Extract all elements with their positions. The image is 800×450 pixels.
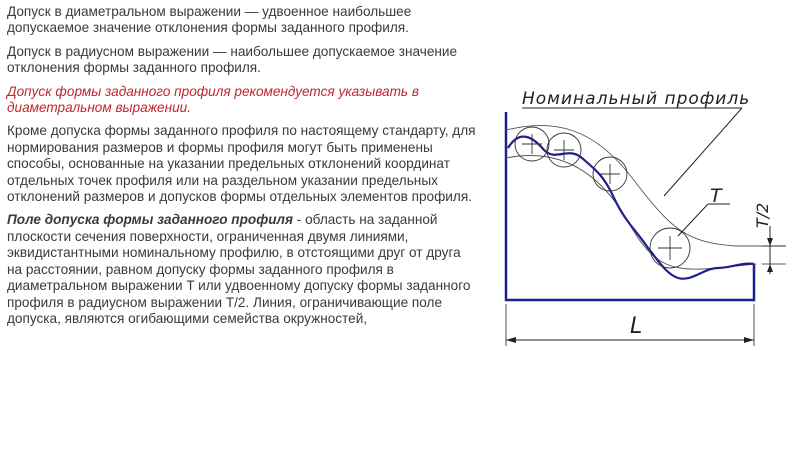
paragraph-other-methods: Кроме допуска формы заданного профиля по настоящему стандарту, для нормирования размеров и формы профиля могут быть применены способы, основанные на указании предельных отклонений координат отдельных точек профиля или на раздельном указании предельных отклонений размеров и допусков формы отдельных элементов профиля. xyxy=(7,123,476,205)
t-label: T xyxy=(710,185,722,207)
term-tolerance-field: Поле допуска формы заданного профиля xyxy=(7,212,293,228)
l-label: L xyxy=(630,314,643,339)
paragraph-recommendation: Допуск формы заданного профиля рекомендуется указывать в диаметральном выражении. xyxy=(7,83,419,116)
label-leader-line xyxy=(664,108,742,196)
t-half-arrow-lower xyxy=(767,264,773,272)
t-half-label: T/2 xyxy=(753,202,772,228)
tolerance-field-definition: - область на заданной плоскости сечения поверхности, ограниченная двумя линиями, эквидистантными номинальному профилю, в отстоящими друг от друга на расстоянии, равном допуску формы заданного профиля в диаметральном выражении T или удвоенному допуску формы заданного профиля в радиусном выражении T/2. Линия, ограничивающие поле допуска, являются огибающими семейства окружностей, xyxy=(7,212,471,326)
paragraph-tolerance-field xyxy=(7,212,477,327)
l-arrow-right xyxy=(744,337,754,343)
profile-drawing xyxy=(486,78,800,350)
t-half-arrow-upper xyxy=(767,238,773,246)
t-leader-line xyxy=(678,204,708,236)
l-arrow-left xyxy=(506,337,516,343)
text-column xyxy=(7,4,477,327)
actual-profile-line xyxy=(508,137,754,279)
profile-tolerance-figure xyxy=(486,78,800,350)
nominal-profile-label: Номинальный профиль xyxy=(522,89,751,109)
lower-tolerance-boundary xyxy=(506,156,756,270)
paragraph-radius-tolerance: Допуск в радиусном выражении — наибольшее допускаемое значение отклонения формы заданного профиля. xyxy=(7,43,458,76)
paragraph-diameter-tolerance: Допуск в диаметральном выражении — удвоенное наибольшее допускаемое значение отклонения формы заданного профиля. xyxy=(7,4,412,36)
